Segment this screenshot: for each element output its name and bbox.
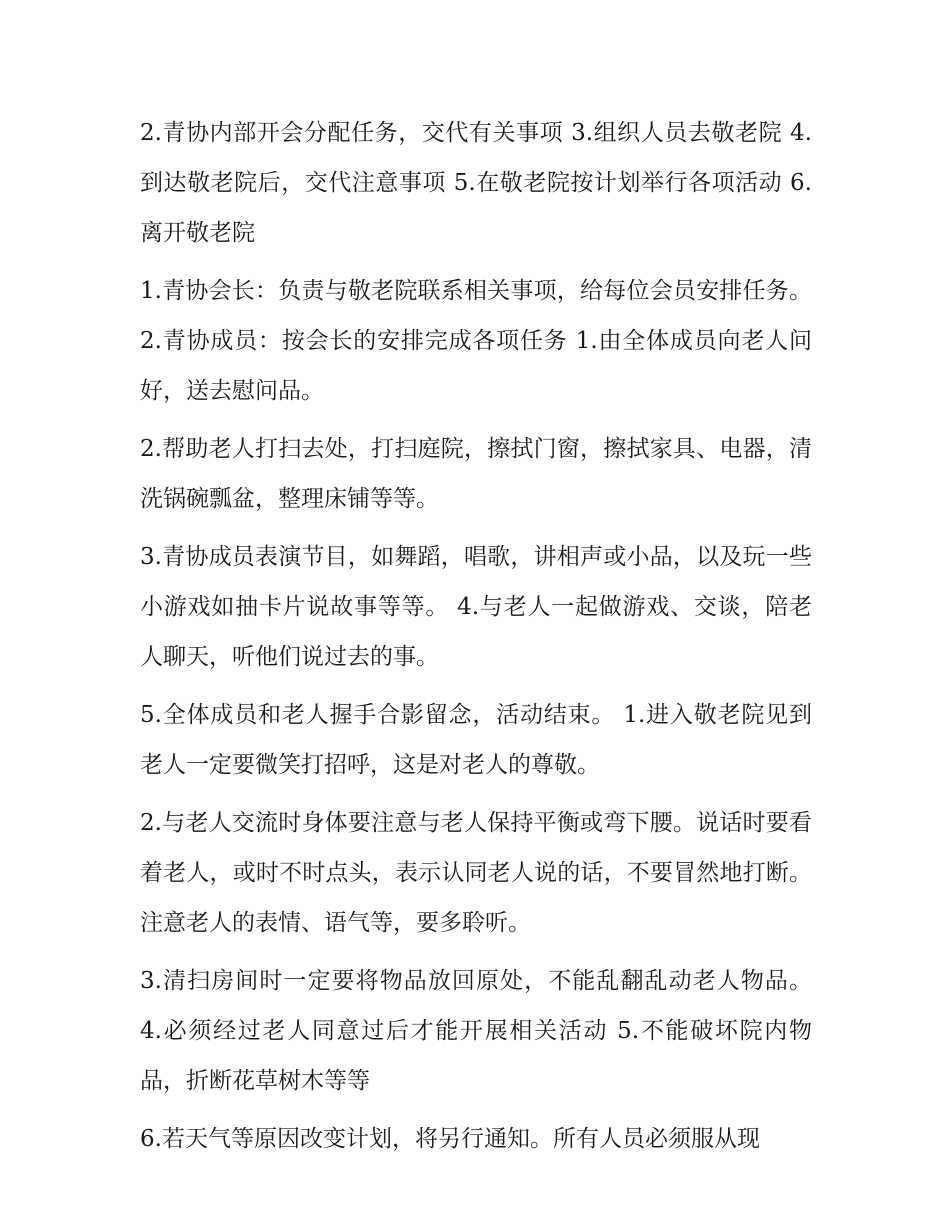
paragraph-8: 6.若天气等原因改变计划，将另行通知。所有人员必须服从现 (140, 1126, 760, 1152)
document-body (140, 108, 812, 1172)
paragraph-1: 2.青协内部开会分配任务，交代有关事项 3.组织人员去敬老院 4.到达敬老院后，交代注意事项 5.在敬老院按计划举行各项活动 6.离开敬老院 (140, 120, 812, 246)
paragraph-5: 5.全体成员和老人握手合影留念，活动结束。 1.进入敬老院见到老人一定要微笑打招呼，这是对老人的尊敬。 (140, 702, 812, 778)
paragraph-3: 2.帮助老人打扫去处，打扫庭院，擦拭门窗，擦拭家具、电器，清洗锅碗瓢盆，整理床铺等等。 (140, 436, 812, 512)
paragraph-2: 1.青协会长：负责与敬老院联系相关事项，给每位会员安排任务。 2.青协成员：按会长的安排完成各项任务 1.由全体成员向老人问好，送去慰问品。 (140, 278, 812, 404)
paragraph-6: 2.与老人交流时身体要注意与老人保持平衡或弯下腰。说话时要看着老人，或时不时点头，表示认同老人说的话，不要冒然地打断。注意老人的表情、语气等，要多聆听。 (140, 810, 812, 936)
paragraph-4: 3.青协成员表演节目，如舞蹈，唱歌，讲相声或小品，以及玩一些小游戏如抽卡片说故事等等。 4.与老人一起做游戏、交谈，陪老人聊天，听他们说过去的事。 (140, 544, 812, 670)
paragraph-7: 3.清扫房间时一定要将物品放回原处，不能乱翻乱动老人物品。 4.必须经过老人同意过后才能开展相关活动 5.不能破坏院内物品，折断花草树木等等 (140, 968, 812, 1094)
